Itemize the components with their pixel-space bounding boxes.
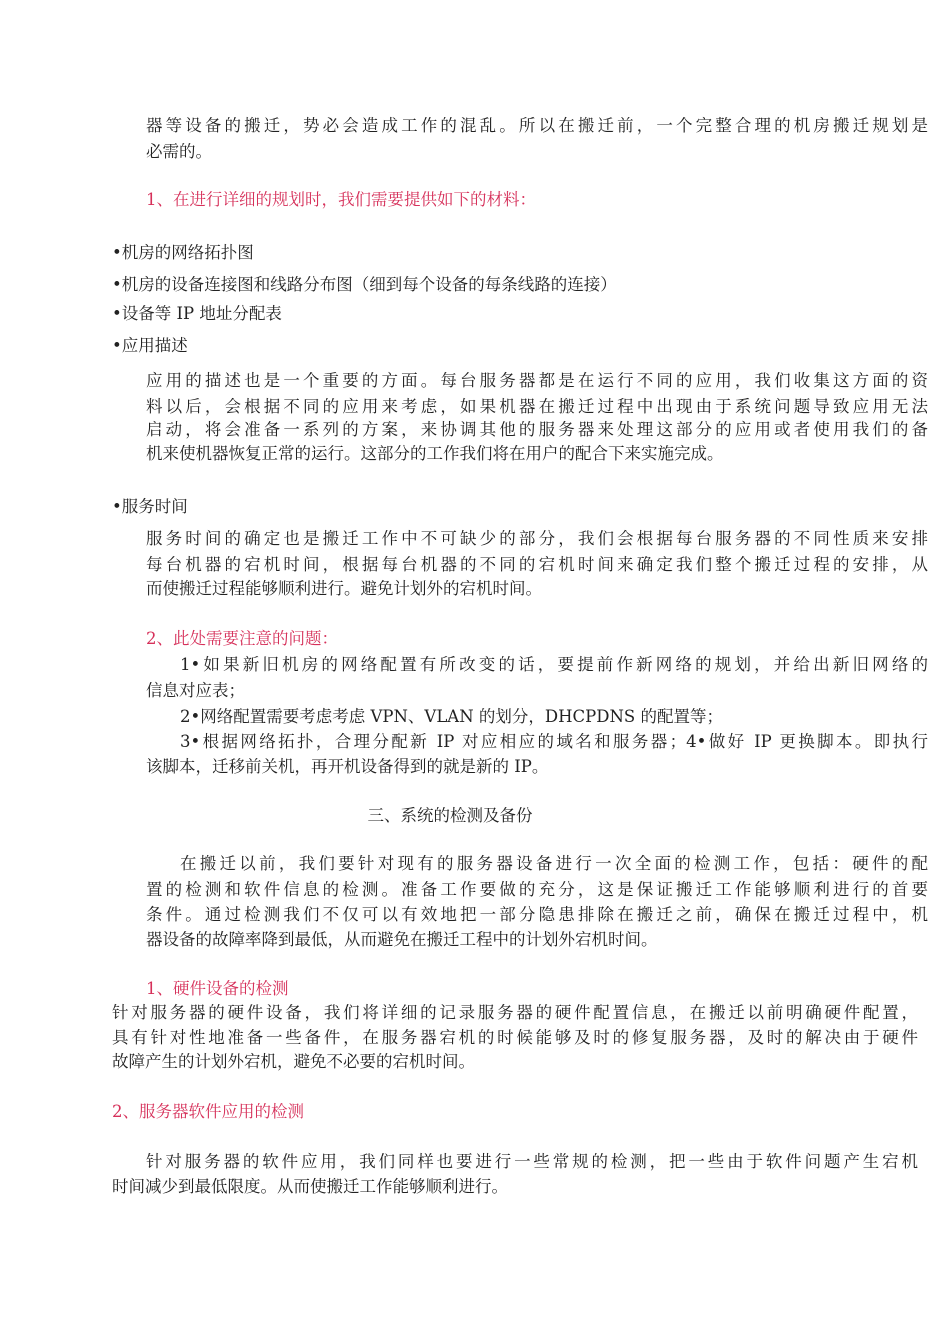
note-line-4: 3•根据网络拓扑，合理分配新 IP 对应相应的域名和服务器；4•做好 IP 更换脚本。即执行 [180,732,928,751]
hardware-heading: 1、硬件设备的检测 [146,979,289,998]
intro-line-1: 器等设备的搬迁，势必会造成工作的混乱。所以在搬迁前，一个完整合理的机房搬迁规划是 [146,116,928,135]
intro-line-2: 必需的。 [146,142,212,161]
app-desc-line-4: 机来使机器恢复正常的运行。这部分的工作我们将在用户的配合下来实施完成。 [146,444,724,463]
section-intro-line-1: 在搬迁以前，我们要针对现有的服务器设备进行一次全面的检测工作，包括：硬件的配 [180,854,928,873]
notes-heading: 2、此处需要注意的问题： [146,629,338,648]
bullet-connection-diagram: •机房的设备连接图和线路分布图（细到每个设备的每条线路的连接） [112,275,617,294]
bullet-ip-table: •设备等 IP 地址分配表 [112,304,282,323]
note-line-5: 该脚本，迁移前关机，再开机设备得到的就是新的 IP。 [146,757,549,776]
hardware-line-1: 针对服务器的硬件设备，我们将详细的记录服务器的硬件配置信息，在搬迁以前明确硬件配置， [112,1003,918,1022]
note-line-1: 1•如果新旧机房的网络配置有所改变的话，要提前作新网络的规划，并给出新旧网络的 [180,655,928,674]
bullet-service-time: •服务时间 [112,497,188,516]
section-intro-line-3: 条件。通过检测我们不仅可以有效地把一部分隐患排除在搬迁之前，确保在搬迁过程中，机 [146,905,928,924]
section-title: 三、系统的检测及备份 [367,806,533,825]
software-heading: 2、服务器软件应用的检测 [112,1102,304,1121]
bullet-app-description: •应用描述 [112,336,188,355]
app-desc-line-3: 启动，将会准备一系列的方案，来协调其他的服务器来处理这部分的应用或者使用我们的备 [146,420,928,439]
bullet-network-topology: •机房的网络拓扑图 [112,243,254,262]
note-line-3: 2•网络配置需要考虑考虑 VPN、VLAN 的划分，DHCPDNS 的配置等； [180,707,723,726]
hardware-line-2: 具有针对性地准备一些备件，在服务器宕机的时候能够及时的修复服务器，及时的解决由于硬件 [112,1028,918,1047]
app-desc-line-2: 料以后，会根据不同的应用来考虑，如果机器在搬迁过程中出现由于系统问题导致应用无法 [146,397,928,416]
note-line-2: 信息对应表； [146,681,245,700]
app-desc-line-1: 应用的描述也是一个重要的方面。每台服务器都是在运行不同的应用，我们收集这方面的资 [146,371,928,390]
planning-heading: 1、在进行详细的规划时，我们需要提供如下的材料： [146,190,536,209]
software-line-1: 针对服务器的软件应用，我们同样也要进行一些常规的检测，把一些由于软件问题产生宕机 [146,1152,918,1171]
hardware-line-3: 故障产生的计划外宕机，避免不必要的宕机时间。 [112,1052,475,1071]
service-time-line-3: 而使搬迁过程能够顺利进行。避免计划外的宕机时间。 [146,579,542,598]
section-intro-line-2: 置的检测和软件信息的检测。准备工作要做的充分，这是保证搬迁工作能够顺利进行的首要 [146,880,928,899]
section-intro-line-4: 器设备的故障率降到最低，从而避免在搬迁工程中的计划外宕机时间。 [146,930,658,949]
software-line-2: 时间减少到最低限度。从而使搬迁工作能够顺利进行。 [112,1177,508,1196]
service-time-line-1: 服务时间的确定也是搬迁工作中不可缺少的部分，我们会根据每台服务器的不同性质来安排 [146,529,928,548]
service-time-line-2: 每台机器的宕机时间，根据每台机器的不同的宕机时间来确定我们整个搬迁过程的安排，从 [146,555,928,574]
